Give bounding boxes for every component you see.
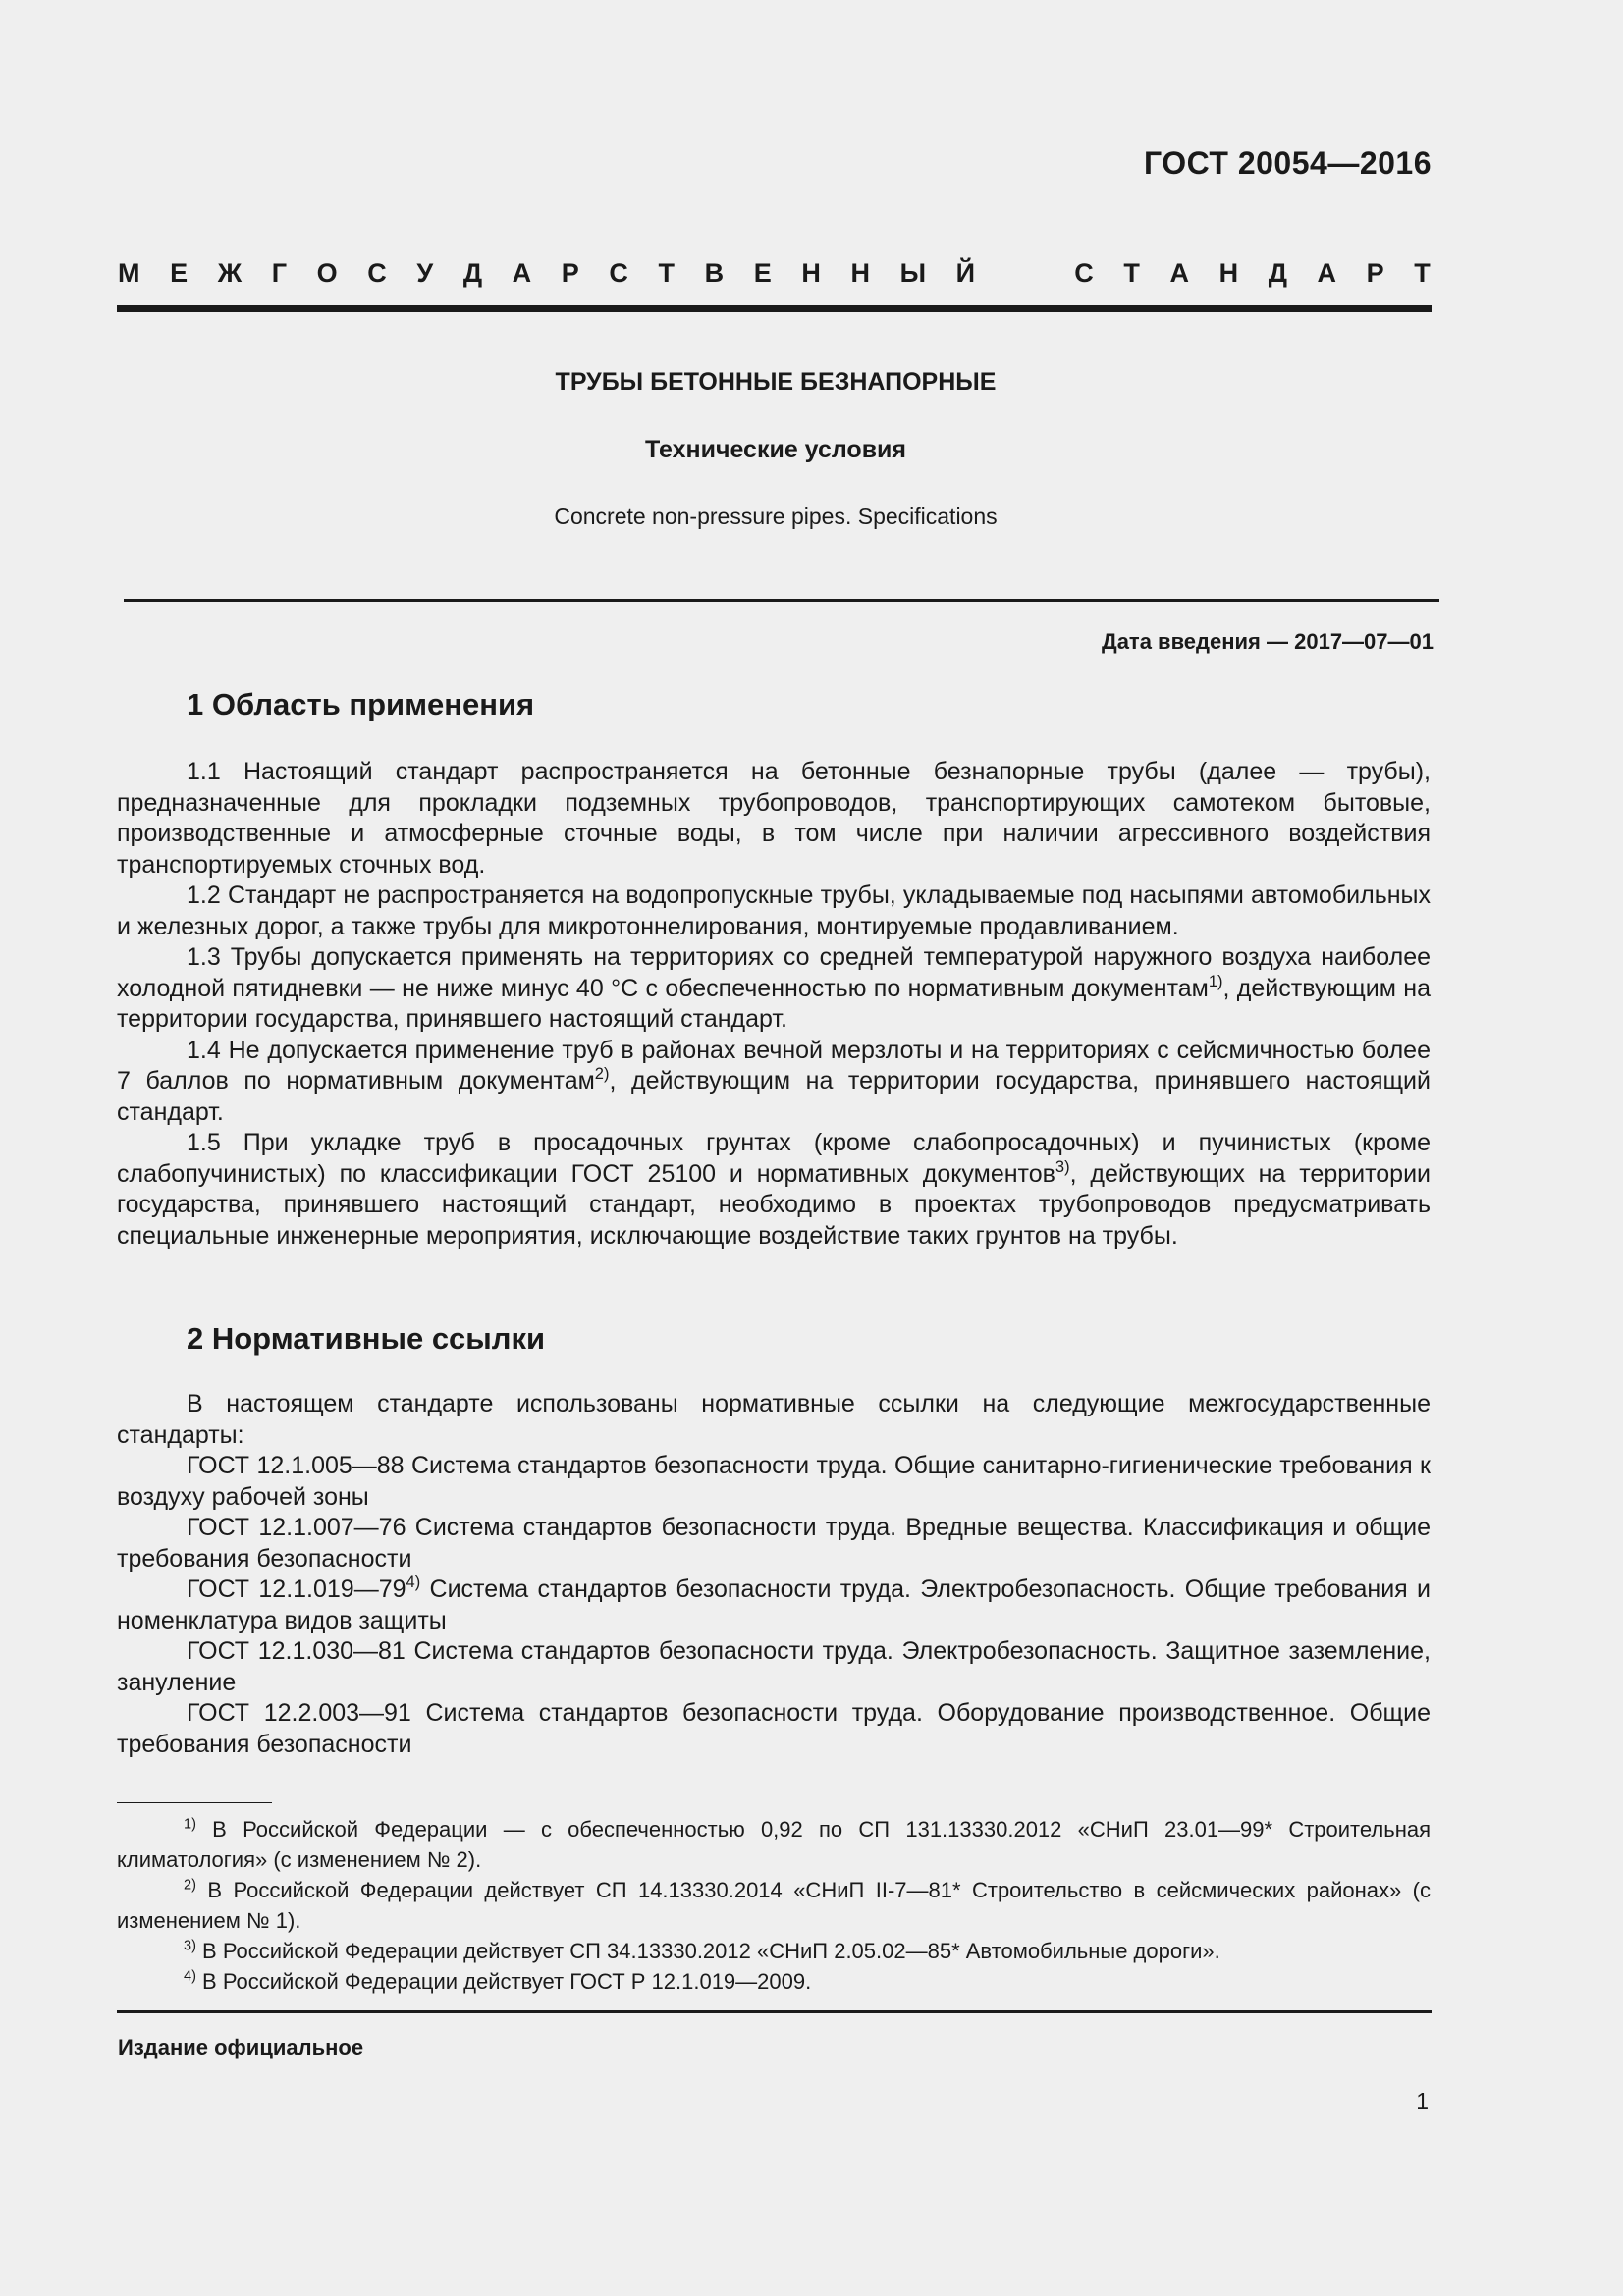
letter: Т [658,258,676,288]
footnote-mark: 1) [184,1816,196,1833]
document-subtitle: Технические условия [644,436,907,463]
footnote [117,1966,1431,1997]
reference-item: ГОСТ 12.1.007—76 Система стандартов безопасности труда. Вредные вещества. Классификация и общие требования безопасности [117,1514,1431,1573]
letter: Д [462,258,483,288]
letter: У [416,258,434,288]
text: 1.5 При укладке труб в просадочных грунтах (кроме слабопросадочных) и пучинистых (кроме слабопучинистых) по классификации ГОСТ 25100 и нормативных документов [117,1129,1431,1188]
text: , действующим на территории государства, принявшего настоящий стандарт. [117,974,1431,1033]
paragraph-1-2: 1.2 Стандарт не распространяется на водопропускные трубы, укладываемые под насыпями автомобильных и железных дорог, а также трубы для микротоннелирования, монтируемые продавливанием. [117,881,1431,940]
text: 1.4 Не допускается применение труб в районах вечной мерзлоты и на территориях с сейсмичностью более 7 баллов по нормативным документам [117,1036,1431,1095]
footnote-mark: 2) [184,1877,196,1894]
reference-item [117,1575,1431,1636]
footnote-text: В Российской Федерации действует СП 34.13330.2012 «СНиП 2.05.02—85* Автомобильные дороги». [195,1939,1220,1963]
letter: Н [1218,258,1239,288]
letter: С [1074,258,1094,288]
letter: А [1317,258,1337,288]
standard-type-heading [118,258,1431,289]
letter: Г [271,258,288,288]
section-1-body [117,757,1431,1252]
letter: Д [1268,258,1287,288]
footnote-ref: 4) [406,1574,421,1592]
letter: М [118,258,140,288]
section-2-intro: В настоящем стандарте использованы нормативные ссылки на следующие межгосударственные стандарты: [117,1390,1431,1449]
paragraph-1-5 [117,1128,1431,1252]
paragraph-1-1: 1.1 Настоящий стандарт распространяется на бетонные безнапорные трубы (далее — трубы), предназначенные для прокладки подземных трубопроводов, транспортирующих самотеком бытовые, производственные и атмосферные сточные воды, в том числе при наличии агрессивного воздействия транспортируемых сточных вод. [117,758,1431,879]
reference-item: ГОСТ 12.2.003—91 Система стандартов безопасности труда. Оборудование производственное. Общие требования безопасности [117,1699,1431,1758]
text: , действующим на территории государства, принявшего настоящий стандарт. [117,1067,1431,1126]
document-number: ГОСТ 20054—2016 [1143,145,1432,181]
introduction-date: Дата введения — 2017—07—01 [1102,629,1434,654]
letter: Е [753,258,772,288]
paragraph-1-3 [117,942,1431,1036]
letter: Р [561,258,579,288]
footer-rule [117,2010,1432,2013]
footnote-text: В Российской Федерации действует СП 14.13330.2014 «СНиП II-7—81* Строительство в сейсмических районах» (с изменением № 1). [117,1878,1431,1933]
letter: А [512,258,532,288]
paragraph-1-4 [117,1036,1431,1129]
letter: С [609,258,628,288]
letter: Р [1366,258,1384,288]
letter: Й [955,258,976,288]
reference-item: ГОСТ 12.1.030—81 Система стандартов безопасности труда. Электробезопасность. Защитное заземление, зануление [117,1637,1431,1696]
text: Система стандартов безопасности труда. Электробезопасность. Общие требования и номенклатура видов защиты [117,1575,1431,1634]
footnote-mark: 4) [184,1968,196,1985]
document-title: ТРУБЫ БЕТОННЫЕ БЕЗНАПОРНЫЕ [555,368,997,396]
title-rule [124,599,1439,602]
footnote [117,1814,1431,1875]
letter: Е [170,258,189,288]
letter: Т [1414,258,1431,288]
letter: С [367,258,387,288]
footnote-ref: 2) [594,1065,610,1084]
letter: Ж [217,258,243,288]
letter: О [316,258,338,288]
official-edition-label: Издание официальное [118,2035,364,2059]
footnote [117,1936,1431,1966]
letter: А [1169,258,1189,288]
footnote-mark: 3) [184,1938,196,1954]
section-2-heading: 2 Нормативные ссылки [187,1321,546,1356]
letter: В [704,258,725,288]
page-number: 1 [1416,2088,1429,2113]
section-2-body [117,1389,1431,1760]
footnote-separator [117,1802,272,1803]
reference-item: ГОСТ 12.1.005—88 Система стандартов безопасности труда. Общие санитарно-гигиенические требования к воздуху рабочей зоны [117,1452,1431,1511]
footnotes [117,1814,1431,1997]
letter: Т [1123,258,1140,288]
header-rule [117,305,1432,312]
text: 1.3 Трубы допускается применять на территориях со средней температурой наружного воздуха наиболее холодной пятидневки — не ниже минус 40 °С с обеспеченностью по нормативным документам [117,943,1431,1002]
letter: Н [850,258,870,288]
text: ГОСТ 12.1.019—79 [187,1575,406,1603]
document-title-english: Concrete non-pressure pipes. Specifications [554,504,998,529]
footnote-ref: 3) [1055,1157,1070,1176]
word-gap [1005,258,1045,289]
footnote-ref: 1) [1208,972,1223,990]
letter: Н [801,258,821,288]
footnote-text: В Российской Федерации — с обеспеченностью 0,92 по СП 131.13330.2012 «СНиП 23.01—99* Строительная климатология» (с изменением № 2). [117,1817,1431,1872]
footnote-text: В Российской Федерации действует ГОСТ Р 12.1.019—2009. [195,1969,812,1994]
section-1-heading: 1 Область применения [187,687,535,721]
footnote [117,1875,1431,1936]
letter: Ы [899,258,927,288]
text: , действующих на территории государства, принявшего настоящий стандарт, необходимо в проектах трубопроводов предусматривать специальные инженерные мероприятия, исключающие воздействие таких грунтов на трубы. [117,1159,1431,1250]
